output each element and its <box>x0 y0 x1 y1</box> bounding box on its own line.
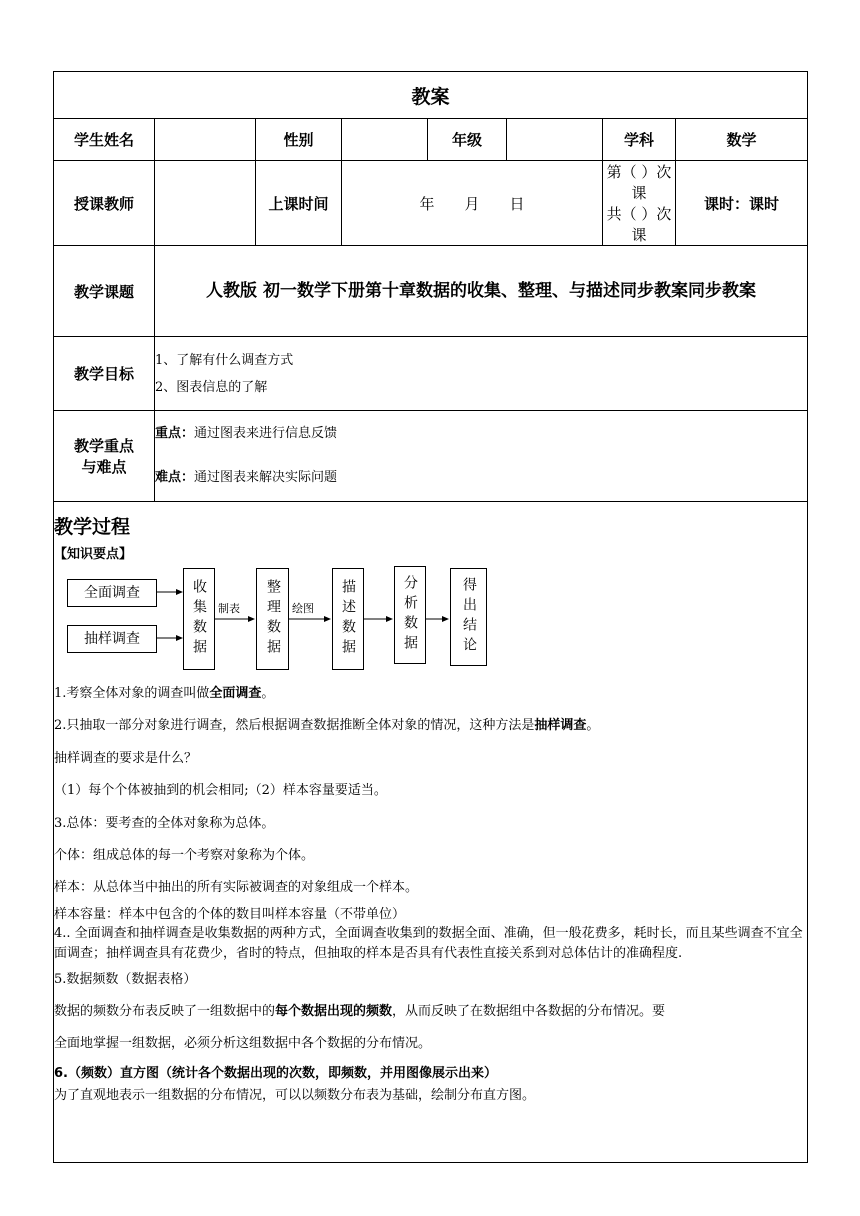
p1-text: 1.考察全体对象的调查叫做 <box>54 686 210 701</box>
teaching-process <box>54 502 808 1163</box>
conclusion-box: 得出结论 <box>450 568 487 666</box>
paragraph-11 <box>54 1002 807 1022</box>
teacher-label: 授课教师 <box>54 161 155 246</box>
keypoints-label <box>54 411 155 502</box>
organize-data-box: 整理数据 <box>256 568 289 670</box>
class-date: 年 月 日 <box>342 161 603 246</box>
topic-label: 教学课题 <box>54 246 155 337</box>
gender-label: 性别 <box>256 119 342 161</box>
difficulty-label: 难点： <box>155 470 195 485</box>
knowledge-points-heading: 【知识要点】 <box>54 547 133 562</box>
goals-list <box>155 337 808 411</box>
collect-data-box: 收集数据 <box>183 568 215 670</box>
analyze-data-box: 分析数据 <box>394 566 426 664</box>
key-point-label: 重点： <box>155 426 195 441</box>
paragraph-5: 3.总体：要考查的全体对象称为总体。 <box>54 816 275 831</box>
p11-bold: 每个数据出现的频数 <box>275 1004 393 1019</box>
teacher-field <box>155 161 256 246</box>
student-name-field <box>155 119 256 161</box>
sample-survey-box: 抽样调查 <box>67 625 157 653</box>
grade-field <box>507 119 603 161</box>
session-count <box>603 161 676 246</box>
key-point-text: 通过图表来进行信息反馈 <box>194 426 338 441</box>
p2-text: 2.只抽取一部分对象进行调查，然后根据调查数据推断全体对象的情况，这种方法是 <box>54 718 535 733</box>
key-point <box>155 423 807 445</box>
session-total: 共（ ）次课 <box>606 205 672 244</box>
data-process-diagram <box>54 566 807 678</box>
duration-value: 课时：课时 <box>676 161 808 246</box>
p11-end: ，从而反映了在数据组中各数据的分布情况。要 <box>392 1004 666 1019</box>
difficulty-point <box>155 467 807 489</box>
grade-label: 年级 <box>428 119 507 161</box>
paragraph-1 <box>54 684 807 704</box>
p11-text: 数据的频数分布表反映了一组数据中的 <box>54 1004 276 1019</box>
session-current: 第（ ）次课 <box>606 163 672 202</box>
goals-label: 教学目标 <box>54 337 155 411</box>
p1-bold: 全面调查 <box>209 686 262 701</box>
paragraph-14: 为了直观地表示一组数据的分布情况，可以以频数分布表为基础，绘制分布直方图。 <box>54 1088 536 1103</box>
paragraph-2 <box>54 716 807 736</box>
keypoints-label-line1: 教学重点 <box>73 437 134 455</box>
p2-bold: 抽样调查 <box>534 718 587 733</box>
gender-field <box>342 119 428 161</box>
p1-end: 。 <box>261 686 275 701</box>
goal-item: 2、图表信息的了解 <box>155 379 268 395</box>
keypoints-label-line2: 与难点 <box>81 458 127 476</box>
draw-chart-label: 绘图 <box>292 602 314 615</box>
paragraph-4: （1）每个个体被抽到的机会相同;（2）样本容量要适当。 <box>54 783 387 798</box>
keypoints-content <box>155 411 808 502</box>
paragraph-12: 全面地掌握一组数据，必须分析这组数据中各个数据的分布情况。 <box>54 1036 432 1051</box>
subject-value: 数学 <box>676 119 808 161</box>
class-time-label: 上课时间 <box>256 161 342 246</box>
student-name-label: 学生姓名 <box>54 119 155 161</box>
page-title: 教案 <box>54 72 808 119</box>
paragraph-10: 5.数据频数（数据表格） <box>54 972 197 987</box>
difficulty-text: 通过图表来解决实际问题 <box>194 470 338 485</box>
paragraph-6: 个体：组成总体的每一个考察对象称为个体。 <box>54 848 315 863</box>
paragraph-7: 样本：从总体当中抽出的所有实际被调查的对象组成一个样本。 <box>54 880 419 895</box>
describe-data-box: 描述数据 <box>332 568 364 670</box>
full-survey-box: 全面调查 <box>67 579 157 607</box>
paragraph-9: 4.. 全面调查和抽样调查是收集数据的两种方式，全面调查收集到的数据全面、准确，但一般花费多，耗时长，而且某些调查不宜全面调查；抽样调查具有花费少，省时的特点，但抽取的样本是否具有代表性直接关系到对总体估计的准确程度. <box>54 926 803 961</box>
paragraph-8: 样本容量：样本中包含的个体的数目叫样本容量（不带单位） <box>54 907 406 922</box>
subject-label: 学科 <box>603 119 676 161</box>
topic-text: 人教版 初一数学下册第十章数据的收集、整理、与描述同步教案同步教案 <box>155 246 808 337</box>
paragraph-13: 6.（频数）直方图（统计各个数据出现的次数，即频数，并用图像展示出来） <box>54 1066 497 1081</box>
process-heading: 教学过程 <box>54 516 131 538</box>
p2-end: 。 <box>586 718 600 733</box>
tabulate-label: 制表 <box>218 602 240 615</box>
lesson-plan-table <box>53 71 808 1163</box>
paragraph-3: 抽样调查的要求是什么？ <box>54 751 198 766</box>
goal-item: 1、了解有什么调查方式 <box>155 352 294 368</box>
